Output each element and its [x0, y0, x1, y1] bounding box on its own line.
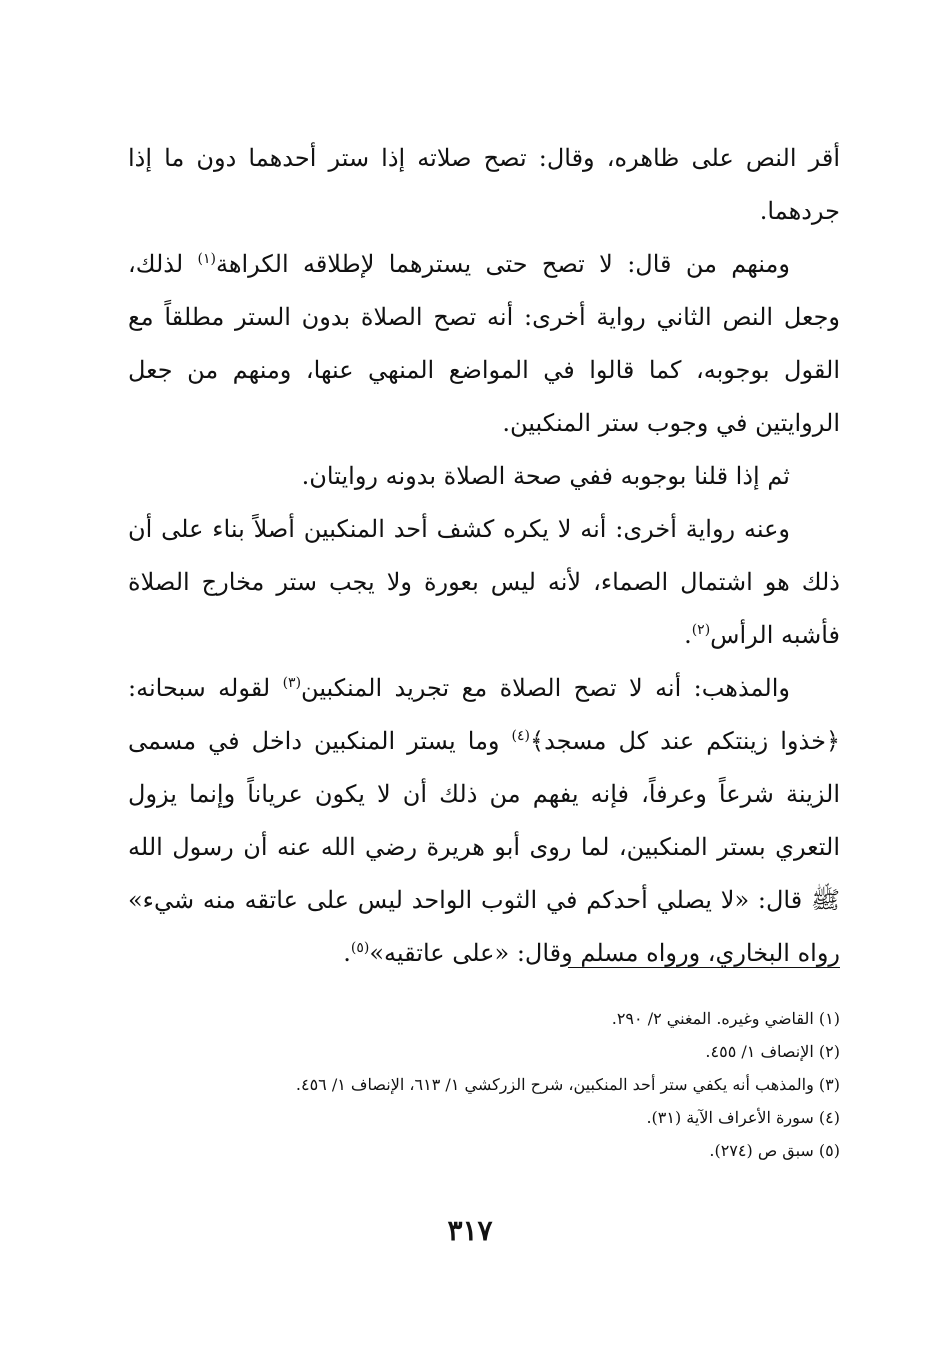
footnote-ref-3[interactable]: (٣) [282, 675, 302, 691]
paragraph-2-rest: لذلك، وجعل النص الثاني رواية أخرى: أنه تصح الصلاة بدون الستر مطلقاً مع القول بوجوبه، كما قالوا في المواضع المنهي عنها، ومنهم من جعل الروايتين في وجوب ستر المنكبين. [128, 250, 840, 437]
paragraph-5 [128, 662, 840, 980]
footnote-ref-5[interactable]: (٥) [350, 940, 370, 956]
footnote-ref-4[interactable]: (٤) [511, 728, 531, 744]
footnote-divider [568, 967, 840, 968]
paragraph-2 [128, 238, 840, 450]
page-number: ٣١٧ [447, 1214, 493, 1247]
paragraph-5-end: . [343, 939, 351, 967]
paragraph-4-end: . [684, 621, 692, 649]
paragraph-5-part-c: وما يستر المنكبين داخل في مسمى الزينة شرعاً وعرفاً، فإنه يفهم من ذلك أن لا يكون عرياناً وإنما يزول التعري بستر المنكبين، لما روى أبو هريرة رضي الله عنه أن رسول الله ﷺ قال: «لا يصلي أحدكم في الثوب الواحد ليس على عاتقه منه شيء» رواه البخاري، ورواه مسلم وقال: «على عاتقيه» [128, 727, 840, 967]
footnotes [160, 1002, 840, 1167]
paragraph-1 [128, 132, 840, 238]
footnote-4: (٤) سورة الأعراف الآية (٣١). [646, 1108, 840, 1127]
footnote-2: (٢) الإنصاف ١/ ٤٥٥. [705, 1042, 840, 1061]
paragraph-5-part-b: لقوله سبحانه: ﴿خذوا زينتكم عند كل مسجد﴾ [128, 674, 841, 755]
footnote-ref-1[interactable]: (١) [197, 251, 216, 267]
footnote-5: (٥) سبق ص (٢٧٤). [709, 1141, 840, 1160]
footnote-1: (١) القاضي وغيره. المغني ٢/ ٢٩٠. [611, 1009, 840, 1028]
paragraph-5-part-a: والمذهب: أنه لا تصح الصلاة مع تجريد المنكبين [301, 674, 791, 702]
footnote-ref-2[interactable]: (٢) [691, 622, 711, 638]
paragraph-4-text: وعنه رواية أخرى: أنه لا يكره كشف أحد المنكبين أصلاً بناء على أن ذلك هو اشتمال الصماء، لأنه ليس بعورة ولا يجب ستر مخارج الصلاة فأشبه الرأس [128, 515, 840, 649]
paragraph-1-text: أقر النص على ظاهره، وقال: تصح صلاته إذا ستر أحدهما دون ما إذا جردهما. [128, 144, 840, 225]
footnote-3: (٣) والمذهب أنه يكفي ستر أحد المنكبين، شرح الزركشي ١/ ٦١٣، الإنصاف ١/ ٤٥٦. [295, 1075, 840, 1094]
paragraph-3-text: ثم إذا قلنا بوجوبه ففي صحة الصلاة بدونه روايتان. [301, 462, 790, 490]
main-text [128, 132, 840, 980]
paragraph-2-text: ومنهم من قال: لا تصح حتى يسترهما لإطلاقه الكراهة [215, 250, 790, 278]
paragraph-3 [128, 450, 840, 503]
paragraph-4 [128, 503, 840, 662]
